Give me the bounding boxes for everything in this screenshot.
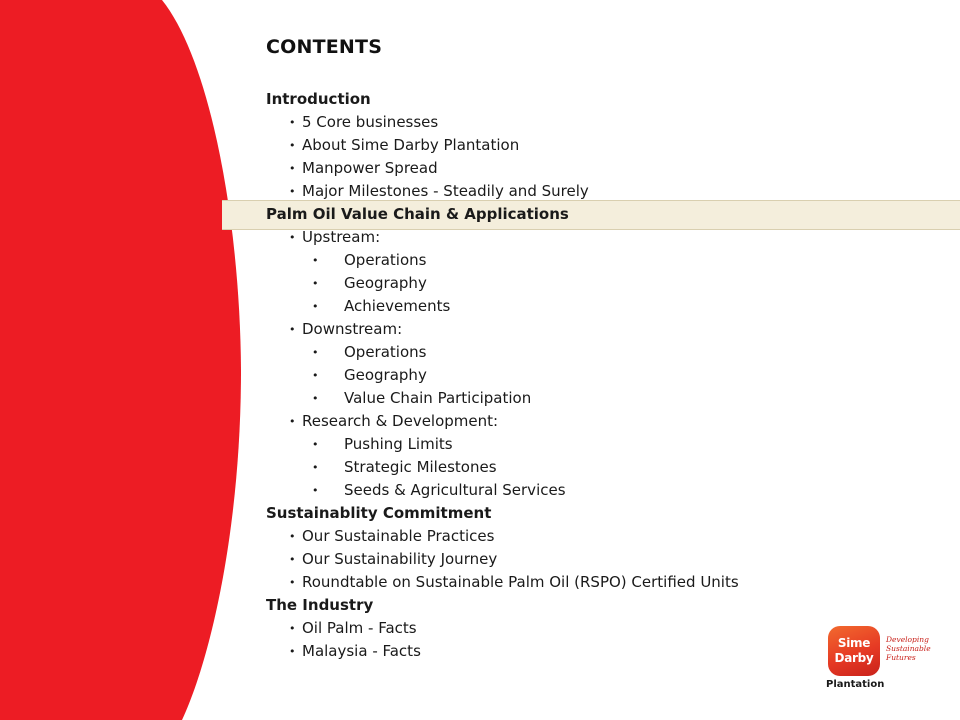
logo-tagline	[886, 635, 946, 662]
toc-item-text: Upstream:	[302, 228, 381, 246]
bullet-icon: •	[312, 254, 319, 267]
toc-item	[289, 181, 589, 202]
sime-darby-plantation-logo	[826, 624, 936, 694]
bullet-icon: •	[312, 369, 319, 382]
toc-subitem-text: Geography	[344, 274, 427, 292]
toc-item-text: Roundtable on Sustainable Palm Oil (RSPO) Certified Units	[302, 573, 739, 591]
toc-item-text: Our Sustainable Practices	[302, 527, 495, 545]
bullet-icon: •	[289, 645, 296, 658]
toc-subitem-text: Operations	[344, 343, 427, 361]
bullet-icon: •	[312, 484, 319, 497]
toc-subitem	[312, 342, 426, 363]
toc-subitem	[312, 296, 450, 317]
toc-subitem	[312, 457, 497, 478]
toc-item-text: 5 Core businesses	[302, 113, 439, 131]
logo-badge-word-1: Sime	[837, 636, 871, 650]
toc-item-text: Oil Palm - Facts	[302, 619, 417, 637]
toc-subitem-text: Pushing Limits	[344, 435, 453, 453]
bullet-icon: •	[312, 438, 319, 451]
logo-badge	[828, 626, 880, 676]
section-heading-text: Palm Oil Value Chain & Applications	[266, 205, 569, 223]
toc-item	[289, 411, 498, 432]
toc-subitem	[312, 434, 453, 455]
toc-item	[289, 549, 497, 570]
bullet-icon: •	[289, 415, 296, 428]
toc-subitem-text: Operations	[344, 251, 427, 269]
toc-subitem-text: Strategic Milestones	[344, 458, 497, 476]
toc-item	[289, 227, 380, 248]
toc-item	[289, 135, 519, 156]
bullet-icon: •	[289, 185, 296, 198]
toc-subitem	[312, 250, 426, 271]
toc-subitem	[312, 365, 427, 386]
bullet-icon: •	[289, 162, 296, 175]
toc-subitem-text: Achievements	[344, 297, 451, 315]
section-heading-text: Sustainablity Commitment	[266, 504, 492, 522]
toc-subitem-text: Seeds & Agricultural Services	[344, 481, 566, 499]
bullet-icon: •	[289, 576, 296, 589]
toc-item	[289, 526, 494, 547]
toc-subitem	[312, 273, 427, 294]
toc-item-text: Our Sustainability Journey	[302, 550, 498, 568]
bullet-icon: •	[289, 622, 296, 635]
page-title: CONTENTS	[266, 36, 383, 58]
bullet-icon: •	[312, 300, 319, 313]
bullet-icon: •	[289, 530, 296, 543]
logo-tagline-line: Futures	[886, 653, 916, 662]
toc-item	[289, 112, 438, 133]
section-heading-text: The Industry	[266, 596, 374, 614]
bullet-icon: •	[289, 139, 296, 152]
bullet-icon: •	[312, 277, 319, 290]
logo-tagline-line: Sustainable	[886, 644, 931, 653]
toc-item-text: Downstream:	[302, 320, 403, 338]
toc-item-text: Manpower Spread	[302, 159, 438, 177]
section-heading	[266, 204, 569, 224]
toc-subitem-text: Value Chain Participation	[344, 389, 532, 407]
toc-item	[289, 319, 402, 340]
toc-item-text: About Sime Darby Plantation	[302, 136, 520, 154]
bullet-icon: •	[289, 231, 296, 244]
red-arc-decoration	[0, 0, 250, 720]
bullet-icon: •	[289, 116, 296, 129]
toc-item	[289, 158, 438, 179]
section-heading-text: Introduction	[266, 90, 371, 108]
toc-subitem	[312, 480, 566, 501]
logo-badge-word-2: Darby	[834, 651, 874, 665]
section-heading	[266, 503, 491, 523]
toc-item	[289, 641, 421, 662]
section-heading	[266, 595, 373, 615]
toc-item	[289, 572, 739, 593]
bullet-icon: •	[312, 392, 319, 405]
bullet-icon: •	[312, 461, 319, 474]
toc-subitem	[312, 388, 531, 409]
toc-subitem-text: Geography	[344, 366, 427, 384]
toc-item	[289, 618, 417, 639]
logo-subtitle: Plantation	[826, 679, 885, 690]
logo-tagline-line: Developing	[886, 635, 929, 644]
bullet-icon: •	[289, 323, 296, 336]
toc-item-text: Research & Development:	[302, 412, 499, 430]
bullet-icon: •	[312, 346, 319, 359]
bullet-icon: •	[289, 553, 296, 566]
toc-item-text: Malaysia - Facts	[302, 642, 421, 660]
section-heading	[266, 89, 371, 109]
toc-item-text: Major Milestones - Steadily and Surely	[302, 182, 589, 200]
